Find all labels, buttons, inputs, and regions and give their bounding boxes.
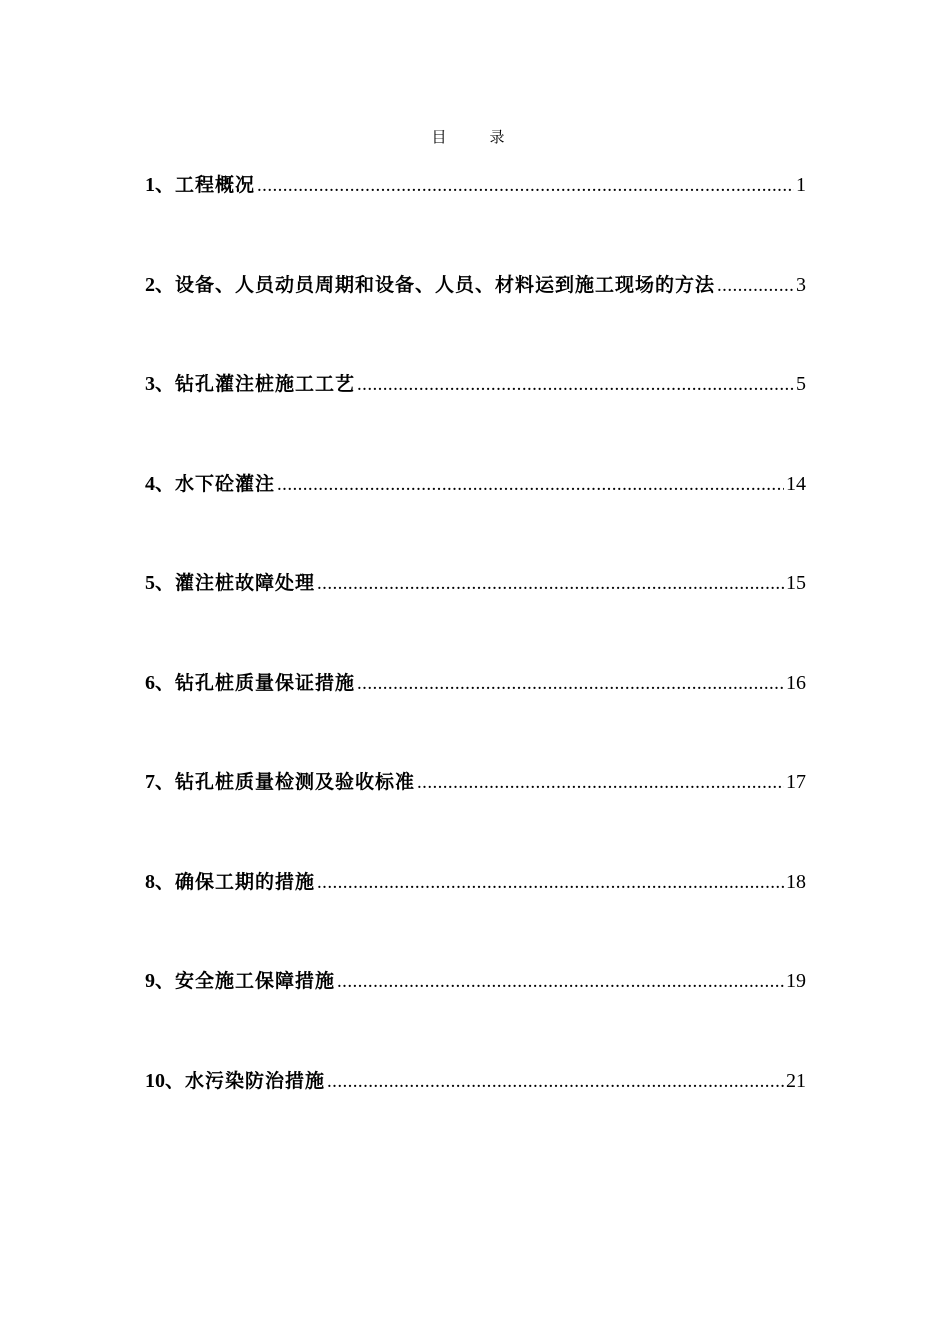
toc-entry-separator: 、	[155, 174, 176, 196]
toc-entry-page: 19	[786, 970, 806, 992]
toc-entry-number: 5	[145, 572, 155, 594]
toc-entry[interactable]	[145, 867, 806, 967]
toc-dot-leader	[317, 573, 784, 595]
toc-entry[interactable]	[145, 966, 806, 1066]
toc-entry[interactable]	[145, 270, 806, 370]
toc-entry-separator: 、	[155, 870, 176, 893]
toc-entry[interactable]	[145, 1066, 806, 1166]
toc-entry-separator: 、	[155, 771, 176, 793]
toc-entry-title: 水下砼灌注	[175, 472, 276, 495]
toc-entry[interactable]	[145, 568, 806, 668]
toc-entry-title: 水污染防治措施	[185, 1069, 326, 1092]
toc-dot-leader	[317, 872, 784, 894]
toc-title: 目 录	[431, 128, 519, 146]
toc-entry-page: 3	[796, 273, 806, 296]
toc-entry-title: 设备、人员动员周期和设备、人员、材料运到施工现场的方法	[175, 273, 716, 296]
toc-dot-leader	[257, 175, 794, 197]
toc-entry-separator: 、	[155, 472, 176, 495]
toc-entry-page: 5	[796, 373, 806, 395]
toc-entry-page: 14	[786, 472, 806, 495]
toc-entry-page: 15	[786, 572, 806, 594]
toc-entry-title: 钻孔桩质量保证措施	[175, 671, 356, 694]
toc-dot-leader	[357, 374, 794, 396]
toc-entry-separator: 、	[155, 273, 176, 296]
toc-entry-number: 3	[145, 373, 155, 395]
toc-entry-number: 8	[145, 870, 155, 893]
toc-dot-leader	[277, 474, 784, 496]
toc-entry-title: 灌注桩故障处理	[175, 572, 316, 594]
toc-entry-title: 钻孔灌注桩施工工艺	[175, 373, 356, 395]
toc-entry-number: 6	[145, 671, 155, 694]
toc-list	[145, 170, 806, 1165]
toc-entry-title: 工程概况	[175, 174, 256, 196]
toc-entry-number: 10	[145, 1069, 165, 1092]
toc-entry-number: 9	[145, 970, 155, 992]
toc-entry-page: 16	[786, 671, 806, 694]
toc-dot-leader	[337, 971, 784, 993]
toc-entry-separator: 、	[155, 970, 176, 992]
toc-entry-page: 17	[786, 771, 806, 793]
toc-entry-separator: 、	[155, 671, 176, 694]
toc-entry[interactable]	[145, 369, 806, 469]
toc-entry-separator: 、	[155, 373, 176, 395]
toc-dot-leader	[357, 673, 784, 695]
toc-entry-title: 确保工期的措施	[175, 870, 316, 893]
toc-entry-number: 2	[145, 273, 155, 296]
toc-entry-title: 钻孔桩质量检测及验收标准	[175, 771, 416, 793]
toc-entry-page: 1	[796, 174, 806, 196]
toc-entry-title: 安全施工保障措施	[175, 970, 336, 992]
toc-entry[interactable]	[145, 767, 806, 867]
toc-entry-separator: 、	[165, 1069, 186, 1092]
toc-dot-leader	[717, 275, 794, 297]
toc-dot-leader	[417, 772, 784, 794]
toc-entry[interactable]	[145, 668, 806, 768]
toc-entry-number: 1	[145, 174, 155, 196]
toc-entry-page: 18	[786, 870, 806, 893]
toc-entry-number: 4	[145, 472, 155, 495]
toc-dot-leader	[327, 1071, 784, 1093]
toc-entry[interactable]	[145, 170, 806, 270]
toc-entry-page: 21	[786, 1069, 806, 1092]
toc-entry-separator: 、	[155, 572, 176, 594]
toc-entry[interactable]	[145, 469, 806, 569]
toc-entry-number: 7	[145, 771, 155, 793]
